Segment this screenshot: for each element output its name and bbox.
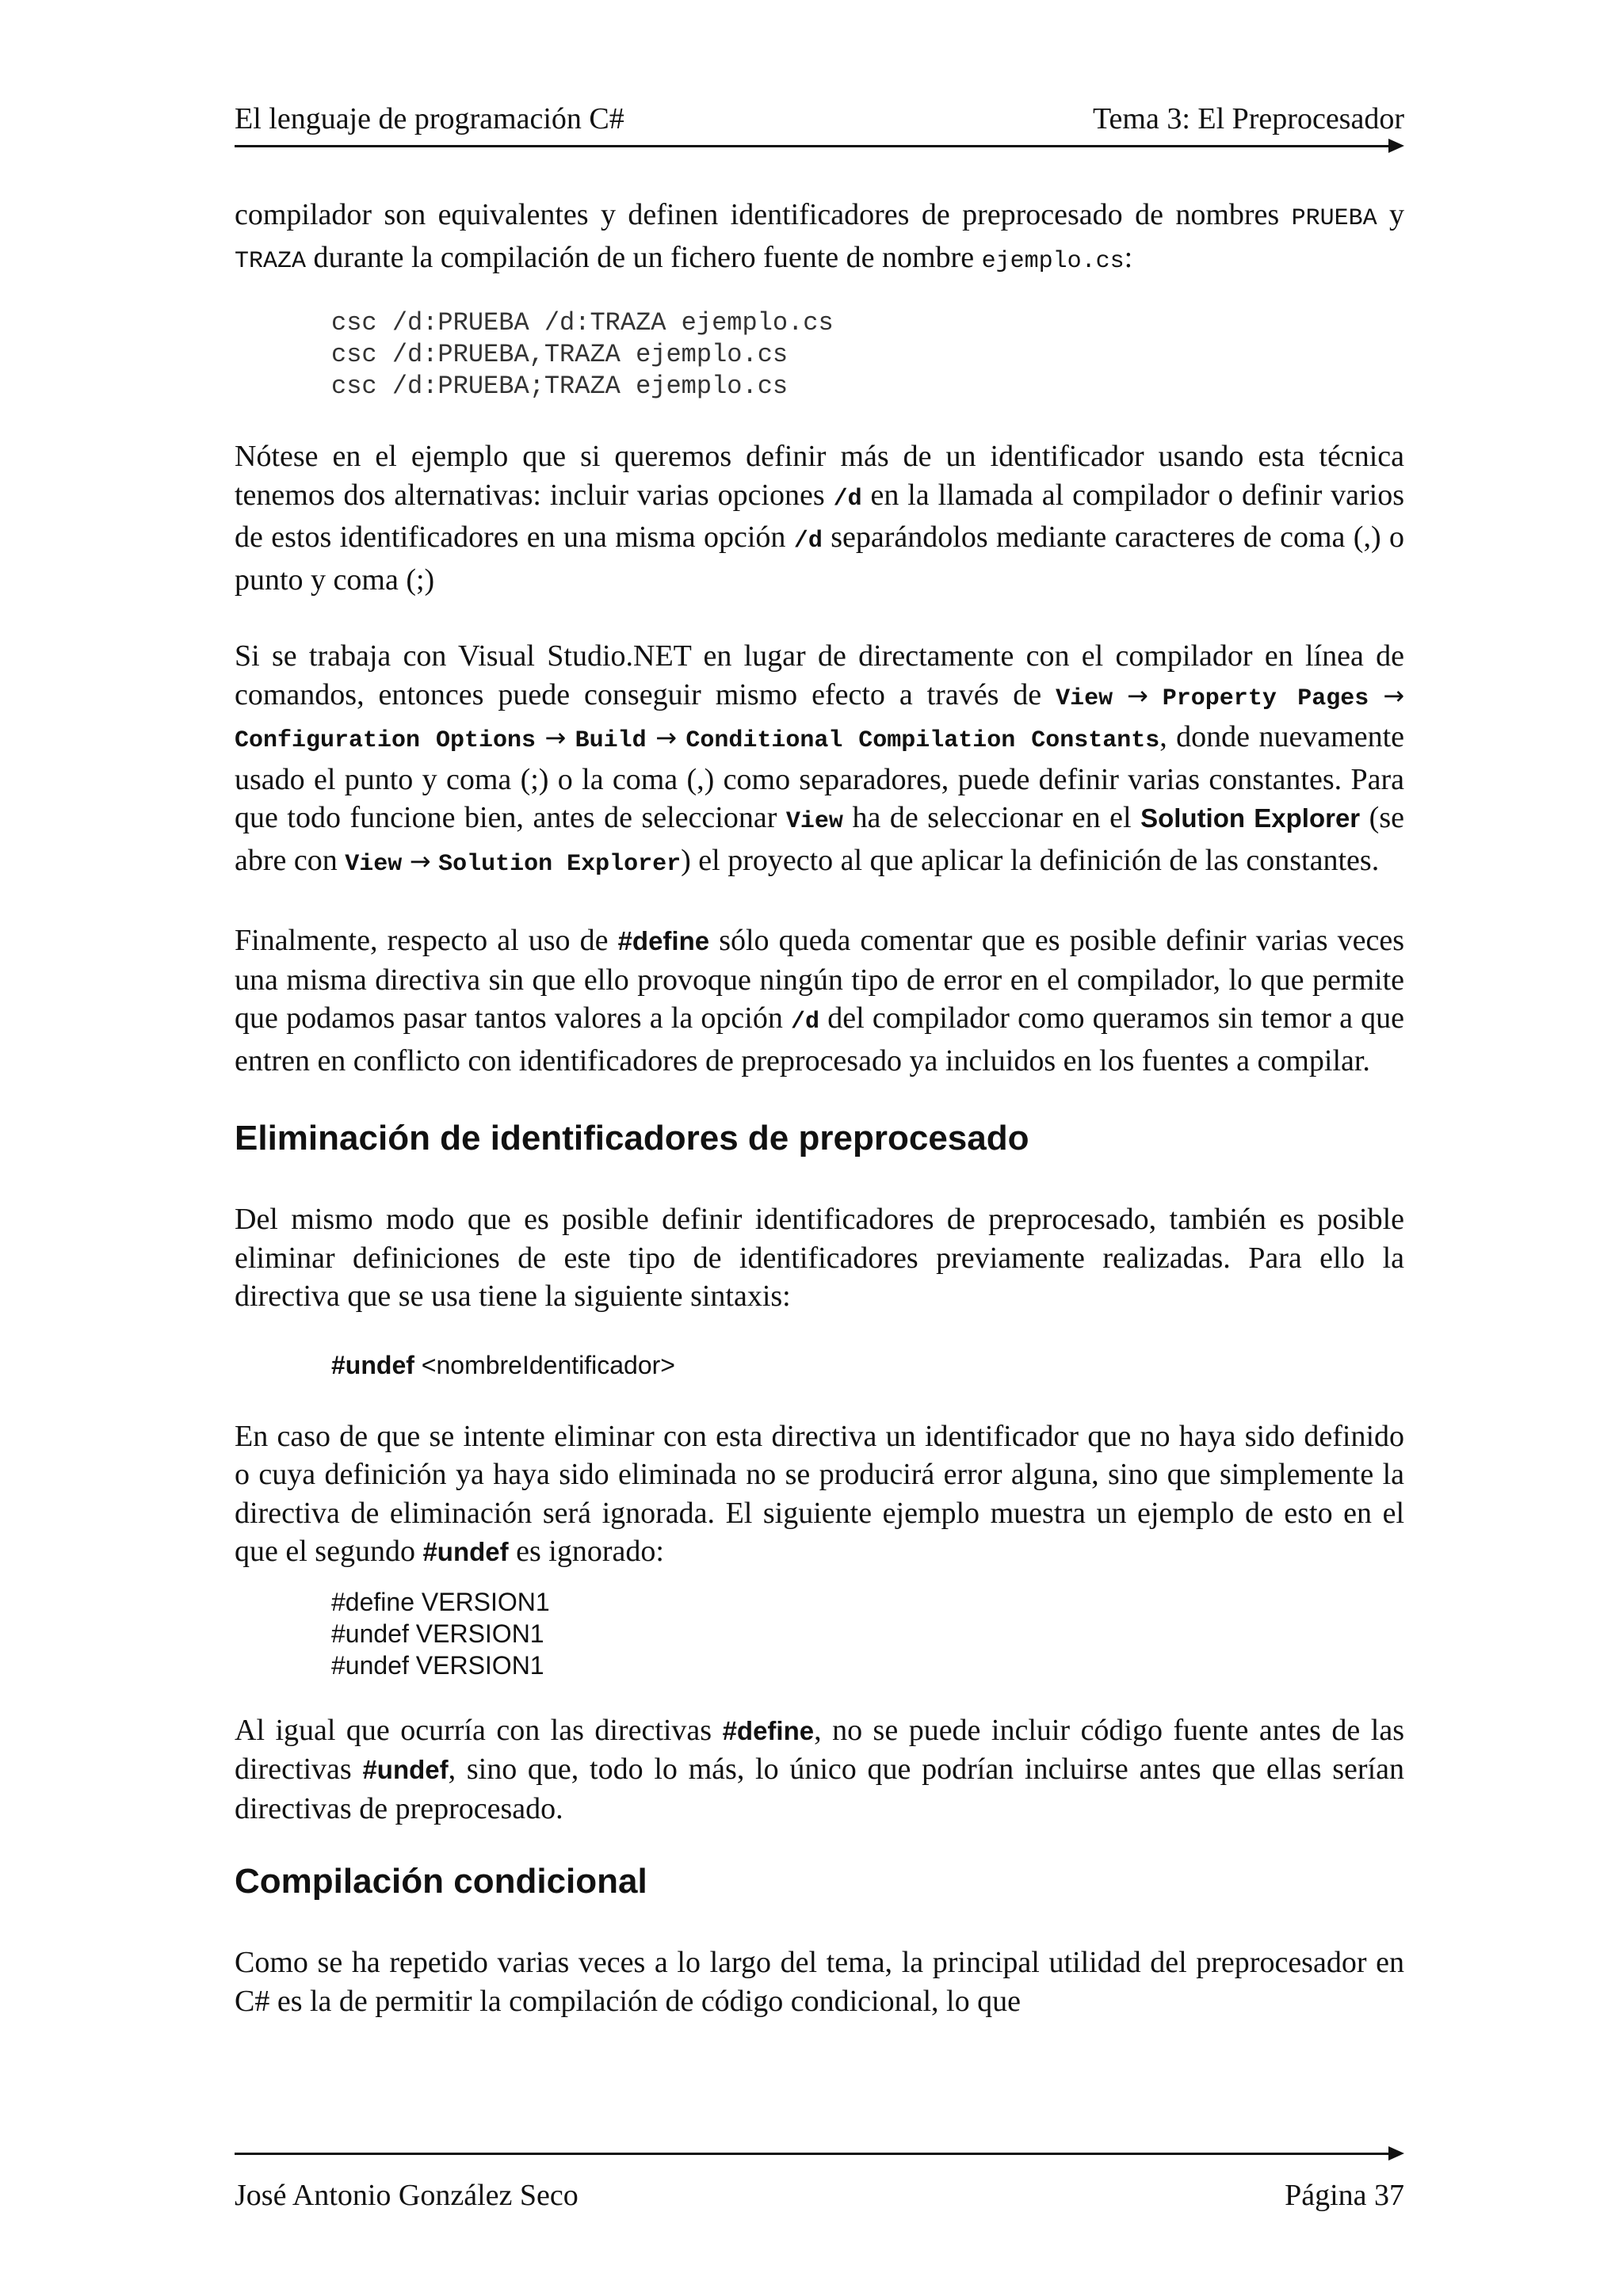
code-line: #undef VERSION1 (331, 1650, 544, 1680)
code-block-undef-example (331, 1586, 1404, 1681)
footer-author: José Antonio González Seco (235, 2179, 579, 2212)
arrow-right-icon: → (544, 723, 567, 753)
paragraph-define-undef-order: Al igual que ocurría con las directivas #define, no se puede incluir código fuente antes de las directivas #undef, sino que, todo lo más, lo único que podrían incluirse antes que ellas serían directivas de preprocesado. (235, 1713, 1405, 1825)
paragraph-define-repeat: Finalmente, respecto al uso de #define sólo queda comentar que es posible definir varias veces una misma directiva sin que ello provoque ningún tipo de error en el compilador, lo que permite que podamos pasar tantos valores a la opción /d del compilador como queramos sin temor a que entren en conflicto con identificadores de preprocesado ya incluidos en los fuentes a compilar. (235, 924, 1404, 1077)
arrow-right-icon: → (1383, 680, 1405, 711)
code-line: csc /d:PRUEBA,TRAZA ejemplo.cs (331, 340, 789, 369)
undef-argument: <nombreIdentificador> (414, 1350, 675, 1379)
section-heading-conditional: Compilación condicional (235, 1862, 647, 1901)
section-heading-undef: Eliminación de identificadores de preprocesado (235, 1119, 1029, 1158)
paragraph-undef-intro: Del mismo modo que es posible definir identificadores de preprocesado, también es posible eliminar definiciones de este tipo de identificadores previamente realizadas. Para ello la directiva que se usa tiene la siguiente sintaxis: (235, 1203, 1404, 1313)
code-block-csc-examples (331, 307, 1404, 402)
menu-path-conditional-compilation-constants: Conditional Compilation Constants (685, 727, 1160, 754)
paragraph-conditional-intro: Como se ha repetido varias veces a lo largo del tema, la principal utilidad del preprocesador en C# es la de permitir la compilación de código condicional, lo que (235, 1946, 1404, 2018)
footer-page-number: Página 37 (1285, 2179, 1404, 2212)
header-arrow-rule (235, 145, 1390, 147)
menu-view: View (785, 808, 843, 835)
menu-path-view: View (345, 850, 403, 878)
code-line: csc /d:PRUEBA /d:TRAZA ejemplo.cs (331, 308, 834, 338)
header-chapter-title: Tema 3: El Preprocesador (1092, 102, 1404, 135)
code-line: csc /d:PRUEBA;TRAZA ejemplo.cs (331, 372, 789, 401)
footer-arrow-rule (235, 2153, 1390, 2155)
identifier-traza: TRAZA (235, 247, 307, 275)
paragraph-visual-studio: Si se trabaja con Visual Studio.NET en lugar de directamente con el compilador en línea de comandos, entonces puede conseguir mismo efecto a través de View → Property Pages → Configuration Options → Build → Conditional Compilation Constants, donde nuevamente usado el punto y coma (;) o la coma (,) como separadores, puede definir varias constantes. Para que todo funcione bien, antes de seleccionar View ha de seleccionar en el Solution Explorer (se abre con View → Solution Explorer) el proyecto al que aplicar la definición de las constantes. (235, 639, 1405, 878)
menu-path-build: Build (575, 727, 647, 754)
document-page (235, 0, 1404, 2296)
undef-keyword: #undef (331, 1350, 414, 1379)
filename-ejemplo: ejemplo.cs (981, 247, 1125, 275)
menu-path-configuration-options: Configuration Options (235, 727, 536, 754)
paragraph-compiler-equivalent: compilador son equivalentes y definen identificadores de preprocesado de nombres PRUEBA y TRAZA durante la compilación de un fichero fuente de nombre ejemplo.cs: (235, 198, 1404, 275)
menu-path-solution-explorer: Solution Explorer (438, 850, 682, 878)
arrow-right-icon: → (655, 723, 677, 753)
undef-syntax (331, 1349, 1404, 1381)
paragraph-multiple-identifiers: Nótese en el ejemplo que si queremos definir más de un identificador usando esta técnica tenemos dos alternativas: incluir varias opciones /d en la llamada al compilador o definir varios de estos identificadores en una misma opción /d separándolos mediante caracteres de coma (,) o punto y coma (;) (235, 440, 1405, 597)
code-line: #undef VERSION1 (331, 1619, 544, 1648)
code-line: #define VERSION1 (331, 1587, 550, 1616)
page-body (235, 196, 1404, 2058)
arrow-right-icon: → (409, 845, 431, 876)
header-book-title: El lenguaje de programación C# (235, 102, 624, 135)
solution-explorer-label: Solution Explorer (1140, 803, 1361, 833)
menu-path-property-pages: Property Pages (1162, 685, 1369, 712)
menu-path-view: View (1056, 685, 1113, 712)
arrow-right-icon: → (1127, 680, 1148, 711)
identifier-prueba: PRUEBA (1291, 205, 1377, 232)
paragraph-undef-ignored: En caso de que se intente eliminar con esta directiva un identificador que no haya sido definido o cuya definición ya haya sido eliminada no se producirá error alguna, sino que simplemente la directiva de eliminación será ignorada. El siguiente ejemplo muestra un ejemplo de esto en el que el segundo #undef es ignorado: (235, 1419, 1404, 1568)
